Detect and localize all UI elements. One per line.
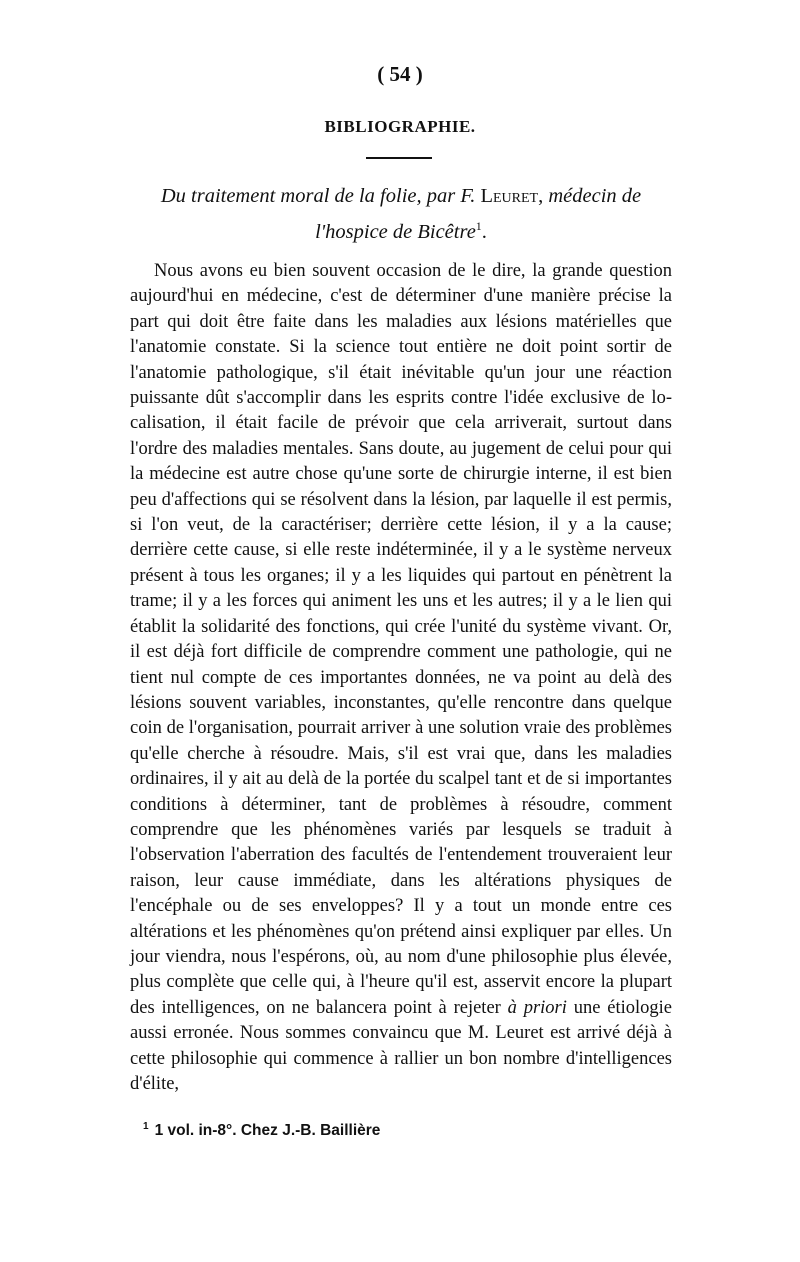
work-title: Du traitement moral de la folie (160, 185, 417, 207)
footnote-text: 1 vol. in-8°. Chez J.-B. Baillière (154, 1122, 381, 1140)
body-text-part-2: une étiologie aussi erronée. Nous sommes convaincu que M. Leuret est arrivé déjà à cette philosophie qui commence à rallier un bon nombre d'intelligences d'élite, (130, 997, 672, 1094)
title-end: . (481, 220, 487, 243)
title-comma: , (538, 185, 549, 207)
footnote (143, 1121, 380, 1140)
body-text-part-1: Nous avons eu bien souvent occasion de le dire, la grande question aujourd'hui en médecine, c'est de déterminer d'une manière précise la part qui doit être faite dans les maladies aux lésions matérielles que l'anatomie constate. Si la science tout entière ne doit point sortir de l'anatomie pathologique, s'il était inévitable qu'un jour une réaction puissante dût s'accomplir dans les esprits contre l'idée exclusive de localisation, il était facile de prévoir que cela arriverait, surtout dans l'ordre des maladies mentales. Sans doute, au jugement de celui pour qui la médecine est autre chose qu'une sorte de chirurgie interne, il est bien peu d'affections qui se résolvent dans la lésion, par laquelle il est permis, si l'on veut, de la caractériser; derrière cette lésion, il y a la cause; derrière cette cause, si elle reste indéterminée, il y a le système nerveux présent à tous les organes; il y a les liquides qui partout en pénètrent la trame; il y a les forces qui animent les uns et les autres; il y a le lien qui établit la solidarité des fonctions, qui crée l'unité du système vivant. Or, il est déjà fort difficile de comprendre comment une pathologie, qui ne tient nul compte de ces importantes données, ne va point au delà des lésions souvent variables, inconstantes, qu'elle rencontre dans quelque coin de l'organisation, pourrait arriver à une solution vraie des problèmes qu'elle cherche à résoudre. Mais, s'il est vrai que, dans les maladies ordinaires, il y ait au delà de la portée du scalpel tant et de si importantes conditions à déterminer, tant de problèmes à résoudre, comment comprendre que les phénomènes variés par lesquels se traduit à l'observation l'aberration des facultés de l'entendement trouveraient leur raison, leur cause immédiate, dans les altérations physiques de l'encéphale ou de ses enveloppes? Il y a tout un monde entre ces altérations et les phénomènes qu'on prétend ainsi expliquer par elles. Un jour viendra, nous l'espérons, où, au nom d'une philosophie plus élevée, plus complète que celle qui, à l'heure qu'il est, asservit encore la plupart des intelligences, on ne balancera point à rejeter (130, 261, 672, 1018)
footnote-mark: 1 (143, 1121, 149, 1132)
body-emphasis: à priori (507, 997, 567, 1018)
title-footnote-mark: 1 (475, 219, 482, 233)
review-title (128, 181, 674, 247)
author-name: Leuret (480, 185, 539, 207)
title-by: , par F. (416, 185, 481, 207)
section-heading: BIBLIOGRAPHIE. (324, 117, 476, 136)
page-number: ( 54 ) (377, 62, 423, 86)
author-role: médecin de l'hospice de Bicêtre (315, 185, 642, 243)
body-paragraph (130, 259, 672, 1097)
heading-divider (366, 157, 432, 159)
